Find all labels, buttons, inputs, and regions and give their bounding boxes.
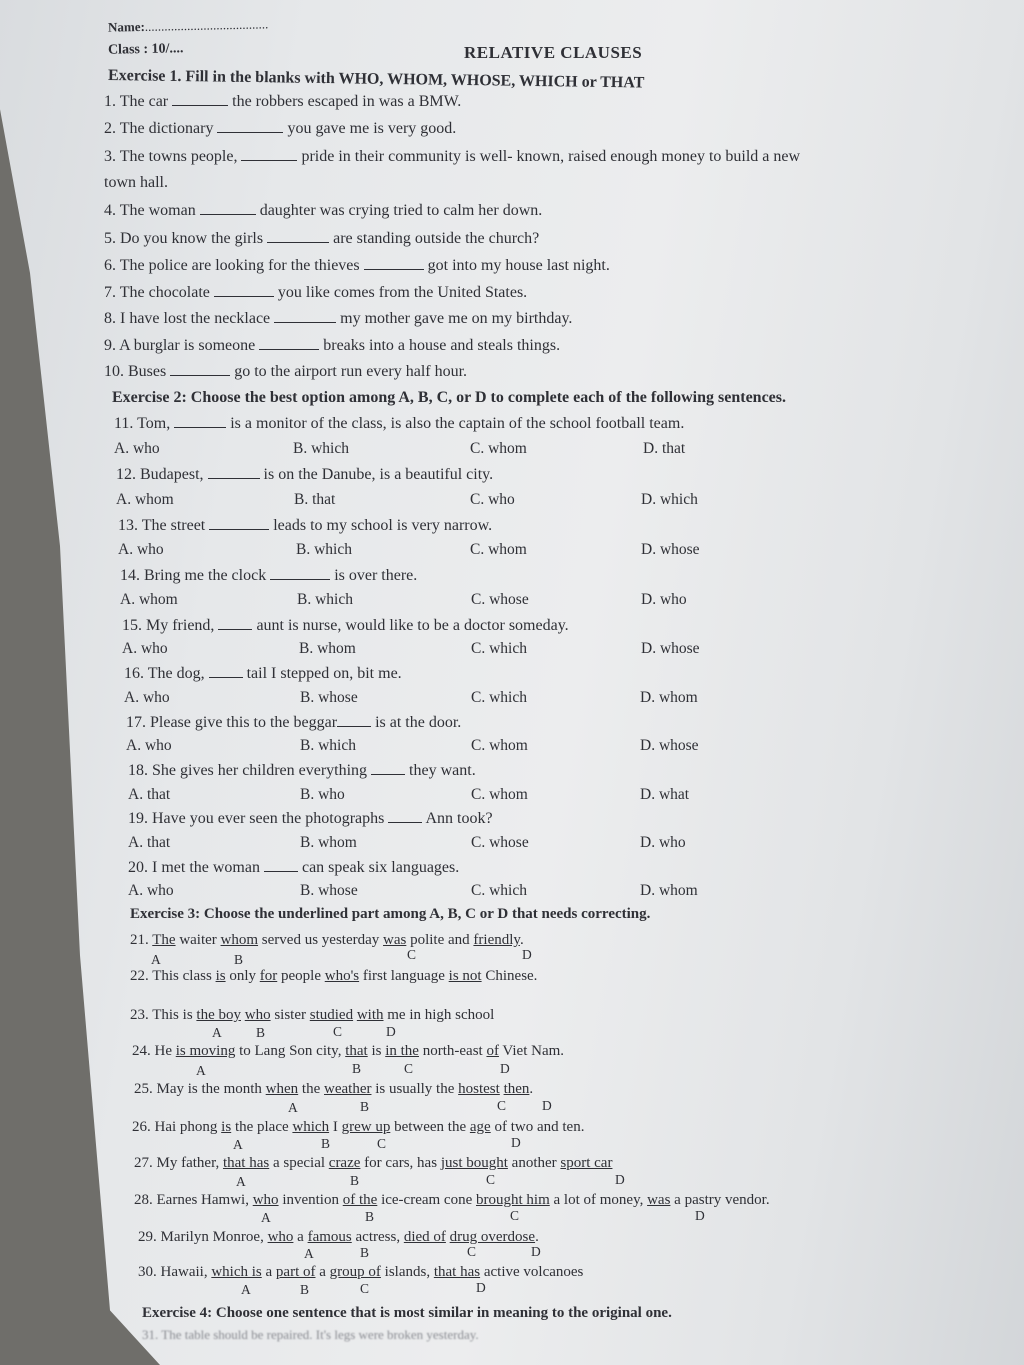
ex1-q4: 4. The woman daughter was crying tried to calm her down. bbox=[104, 202, 543, 219]
ex2-q20-option-c[interactable]: C. which bbox=[471, 882, 527, 899]
name-line: Name:...................................... bbox=[107, 16, 269, 35]
exercise-2-heading: Exercise 2: Choose the best option among A, B, C, or D to complete each of the following sentences. bbox=[112, 389, 787, 406]
ex2-q16-option-d[interactable]: D. whom bbox=[640, 689, 698, 706]
ex3-q27-letter-c: C bbox=[486, 1172, 496, 1187]
ex2-q19: 19. Have you ever seen the photographs Ann took? bbox=[128, 810, 493, 827]
ex2-q11-option-c[interactable]: C. whom bbox=[470, 440, 527, 457]
ex3-q25-letter-c: C bbox=[497, 1098, 507, 1113]
ex1-q3: 3. The towns people, pride in their community is well- known, raised enough money to build a new bbox=[104, 148, 801, 165]
ex2-q13-option-d[interactable]: D. whose bbox=[641, 541, 700, 558]
ex2-q20-option-d[interactable]: D. whom bbox=[640, 882, 698, 899]
ex3-q28-letter-b: B bbox=[365, 1209, 375, 1224]
ex3-q21-letter-a: A bbox=[151, 952, 161, 967]
ex3-q25: 25. May is the month when the weather is usually the hostest then. bbox=[134, 1081, 534, 1097]
ex3-q29-letter-c: C bbox=[467, 1244, 477, 1259]
ex2-q14-option-a[interactable]: A. whom bbox=[120, 591, 178, 608]
ex2-q13-option-b[interactable]: B. which bbox=[296, 541, 352, 558]
ex3-q27: 27. My father, that has a special craze for cars, has just bought another sport car bbox=[134, 1155, 613, 1171]
ex3-q30-letter-a: A bbox=[241, 1282, 251, 1297]
ex2-q14: 14. Bring me the clock is over there. bbox=[120, 567, 418, 584]
ex2-q12-option-d[interactable]: D. which bbox=[641, 491, 698, 508]
ex3-q26-letter-a: A bbox=[233, 1137, 243, 1152]
ex2-q13-option-a[interactable]: A. who bbox=[118, 541, 164, 558]
ex2-q15-option-a[interactable]: A. who bbox=[122, 640, 168, 657]
ex3-q27-letter-d: D bbox=[615, 1172, 625, 1187]
ex3-q21: 21. The waiter whom served us yesterday was polite and friendly. bbox=[130, 932, 524, 948]
ex3-q23-letter-a: A bbox=[212, 1025, 222, 1040]
ex3-q29-letter-d: D bbox=[531, 1244, 541, 1259]
ex4-q31-partial: 31. The table should be repaired. It's legs were broken yesterday. bbox=[142, 1327, 479, 1342]
ex3-q29-letter-b: B bbox=[360, 1245, 370, 1260]
ex2-q19-option-a[interactable]: A. that bbox=[128, 834, 171, 851]
ex3-q24-letter-b: B bbox=[352, 1061, 362, 1076]
exercise-4-heading: Exercise 4: Choose one sentence that is most similar in meaning to the original one. bbox=[142, 1305, 672, 1321]
ex3-q28-letter-c: C bbox=[510, 1208, 520, 1223]
ex3-q28-letter-d: D bbox=[695, 1208, 705, 1223]
ex2-q19-option-c[interactable]: C. whose bbox=[471, 834, 529, 851]
ex2-q17-option-d[interactable]: D. whose bbox=[640, 737, 699, 754]
ex1-q5: 5. Do you know the girls are standing outside the church? bbox=[104, 230, 540, 247]
ex2-q15: 15. My friend, aunt is nurse, would like to be a doctor someday. bbox=[122, 617, 569, 634]
ex2-q11: 11. Tom, is a monitor of the class, is also the captain of the school football team. bbox=[114, 415, 685, 432]
ex2-q12-option-c[interactable]: C. who bbox=[470, 491, 515, 508]
page-title: RELATIVE CLAUSES bbox=[464, 43, 643, 62]
ex2-q11-option-a[interactable]: A. who bbox=[114, 440, 160, 457]
ex1-q6: 6. The police are looking for the thieves got into my house last night. bbox=[104, 257, 610, 274]
ex2-q17-option-c[interactable]: C. whom bbox=[471, 737, 528, 754]
ex2-q16: 16. The dog, tail I stepped on, bit me. bbox=[124, 665, 402, 682]
ex3-q29-letter-a: A bbox=[304, 1246, 314, 1261]
ex3-q24-letter-a: A bbox=[196, 1063, 206, 1078]
ex2-q14-option-d[interactable]: D. who bbox=[641, 591, 687, 608]
ex2-q20-option-a[interactable]: A. who bbox=[128, 882, 174, 899]
ex3-q25-letter-d: D bbox=[542, 1098, 552, 1113]
ex3-q24-letter-d: D bbox=[500, 1061, 510, 1076]
ex2-q15-option-c[interactable]: C. which bbox=[471, 640, 527, 657]
ex2-q14-option-c[interactable]: C. whose bbox=[471, 591, 529, 608]
ex3-q23-letter-b: B bbox=[256, 1025, 266, 1040]
ex2-q11-option-b[interactable]: B. which bbox=[293, 440, 349, 457]
ex1-q1: 1. The car the robbers escaped in was a BMW. bbox=[104, 93, 462, 110]
ex2-q14-option-b[interactable]: B. which bbox=[297, 591, 353, 608]
ex1-q3-cont: town hall. bbox=[104, 174, 168, 191]
ex3-q21-letter-d: D bbox=[522, 947, 532, 962]
ex1-q10: 10. Buses go to the airport run every half hour. bbox=[104, 363, 468, 380]
ex3-q21-letter-b: B bbox=[234, 952, 244, 967]
ex1-q8: 8. I have lost the necklace my mother gave me on my birthday. bbox=[104, 310, 573, 327]
ex3-q25-letter-a: A bbox=[288, 1100, 298, 1115]
exercise-3-heading: Exercise 3: Choose the underlined part among A, B, C or D that needs correcting. bbox=[130, 906, 651, 922]
ex3-q26-letter-d: D bbox=[511, 1135, 521, 1150]
ex2-q19-option-b[interactable]: B. whom bbox=[300, 834, 357, 851]
ex3-q30-letter-c: C bbox=[360, 1281, 370, 1296]
ex2-q15-option-d[interactable]: D. whose bbox=[641, 640, 700, 657]
ex3-q25-letter-b: B bbox=[360, 1099, 370, 1114]
ex2-q12-option-b[interactable]: B. that bbox=[294, 491, 336, 508]
ex2-q18-option-c[interactable]: C. whom bbox=[471, 786, 528, 803]
ex2-q17-option-a[interactable]: A. who bbox=[126, 737, 172, 754]
ex2-q16-option-c[interactable]: C. which bbox=[471, 689, 527, 706]
class-line: Class : 10/.... bbox=[107, 41, 184, 58]
ex3-q29: 29. Marilyn Monroe, who a famous actress, died of drug overdose. bbox=[138, 1229, 539, 1245]
ex2-q12-option-a[interactable]: A. whom bbox=[116, 491, 174, 508]
ex2-q18-option-b[interactable]: B. who bbox=[300, 786, 345, 803]
ex2-q13-option-c[interactable]: C. whom bbox=[470, 541, 527, 558]
ex3-q23-letter-d: D bbox=[386, 1024, 396, 1039]
ex2-q13: 13. The street leads to my school is very narrow. bbox=[118, 517, 493, 534]
ex2-q15-option-b[interactable]: B. whom bbox=[299, 640, 356, 657]
ex1-q9: 9. A burglar is someone breaks into a house and steals things. bbox=[104, 337, 561, 354]
ex2-q19-option-d[interactable]: D. who bbox=[640, 834, 686, 851]
ex1-q7: 7. The chocolate you like comes from the United States. bbox=[104, 284, 528, 301]
ex2-q20: 20. I met the woman can speak six languages. bbox=[128, 859, 460, 876]
ex2-q16-option-a[interactable]: A. who bbox=[124, 689, 170, 706]
ex3-q24-letter-c: C bbox=[404, 1061, 414, 1076]
ex3-q26-letter-c: C bbox=[377, 1136, 387, 1151]
ex2-q18-option-d[interactable]: D. what bbox=[640, 786, 690, 803]
ex3-q30: 30. Hawaii, which is a part of a group of islands, that has active volcanoes bbox=[138, 1264, 584, 1280]
ex2-q20-option-b[interactable]: B. whose bbox=[300, 882, 358, 899]
ex2-q18: 18. She gives her children everything they want. bbox=[128, 762, 476, 779]
ex3-q26: 26. Hai phong is the place which I grew up between the age of two and ten. bbox=[132, 1119, 585, 1135]
ex2-q17-option-b[interactable]: B. which bbox=[300, 737, 356, 754]
ex3-q22: 22. This class is only for people who's first language is not Chinese. bbox=[130, 968, 538, 984]
ex2-q18-option-a[interactable]: A. that bbox=[128, 786, 171, 803]
ex3-q26-letter-b: B bbox=[321, 1136, 331, 1151]
ex3-q30-letter-d: D bbox=[476, 1280, 486, 1295]
ex3-q28-letter-a: A bbox=[261, 1210, 271, 1225]
ex3-q23-letter-c: C bbox=[333, 1024, 343, 1039]
ex2-q16-option-b[interactable]: B. whose bbox=[300, 689, 358, 706]
ex1-q2: 2. The dictionary you gave me is very good. bbox=[104, 120, 457, 137]
ex3-q28: 28. Earnes Hamwi, who invention of the ice-cream cone brought him a lot of money, was a pastry vendor. bbox=[134, 1192, 770, 1208]
ex3-q24: 24. He is moving to Lang Son city, that is in the north-east of Viet Nam. bbox=[132, 1043, 565, 1059]
ex3-q30-letter-b: B bbox=[300, 1282, 310, 1297]
ex2-q12: 12. Budapest, is on the Danube, is a beautiful city. bbox=[116, 466, 494, 483]
exercise-1-heading: Exercise 1. Fill in the blanks with WHO, WHOM, WHOSE, WHICH or THAT bbox=[107, 67, 645, 92]
ex2-q11-option-d[interactable]: D. that bbox=[643, 440, 686, 457]
ex2-q17: 17. Please give this to the beggar is at the door. bbox=[126, 714, 462, 731]
ex3-q21-letter-c: C bbox=[407, 947, 417, 962]
ex3-q27-letter-a: A bbox=[236, 1174, 246, 1189]
ex3-q27-letter-b: B bbox=[350, 1173, 360, 1188]
ex3-q23: 23. This is the boy who sister studied with me in high school bbox=[130, 1007, 495, 1023]
